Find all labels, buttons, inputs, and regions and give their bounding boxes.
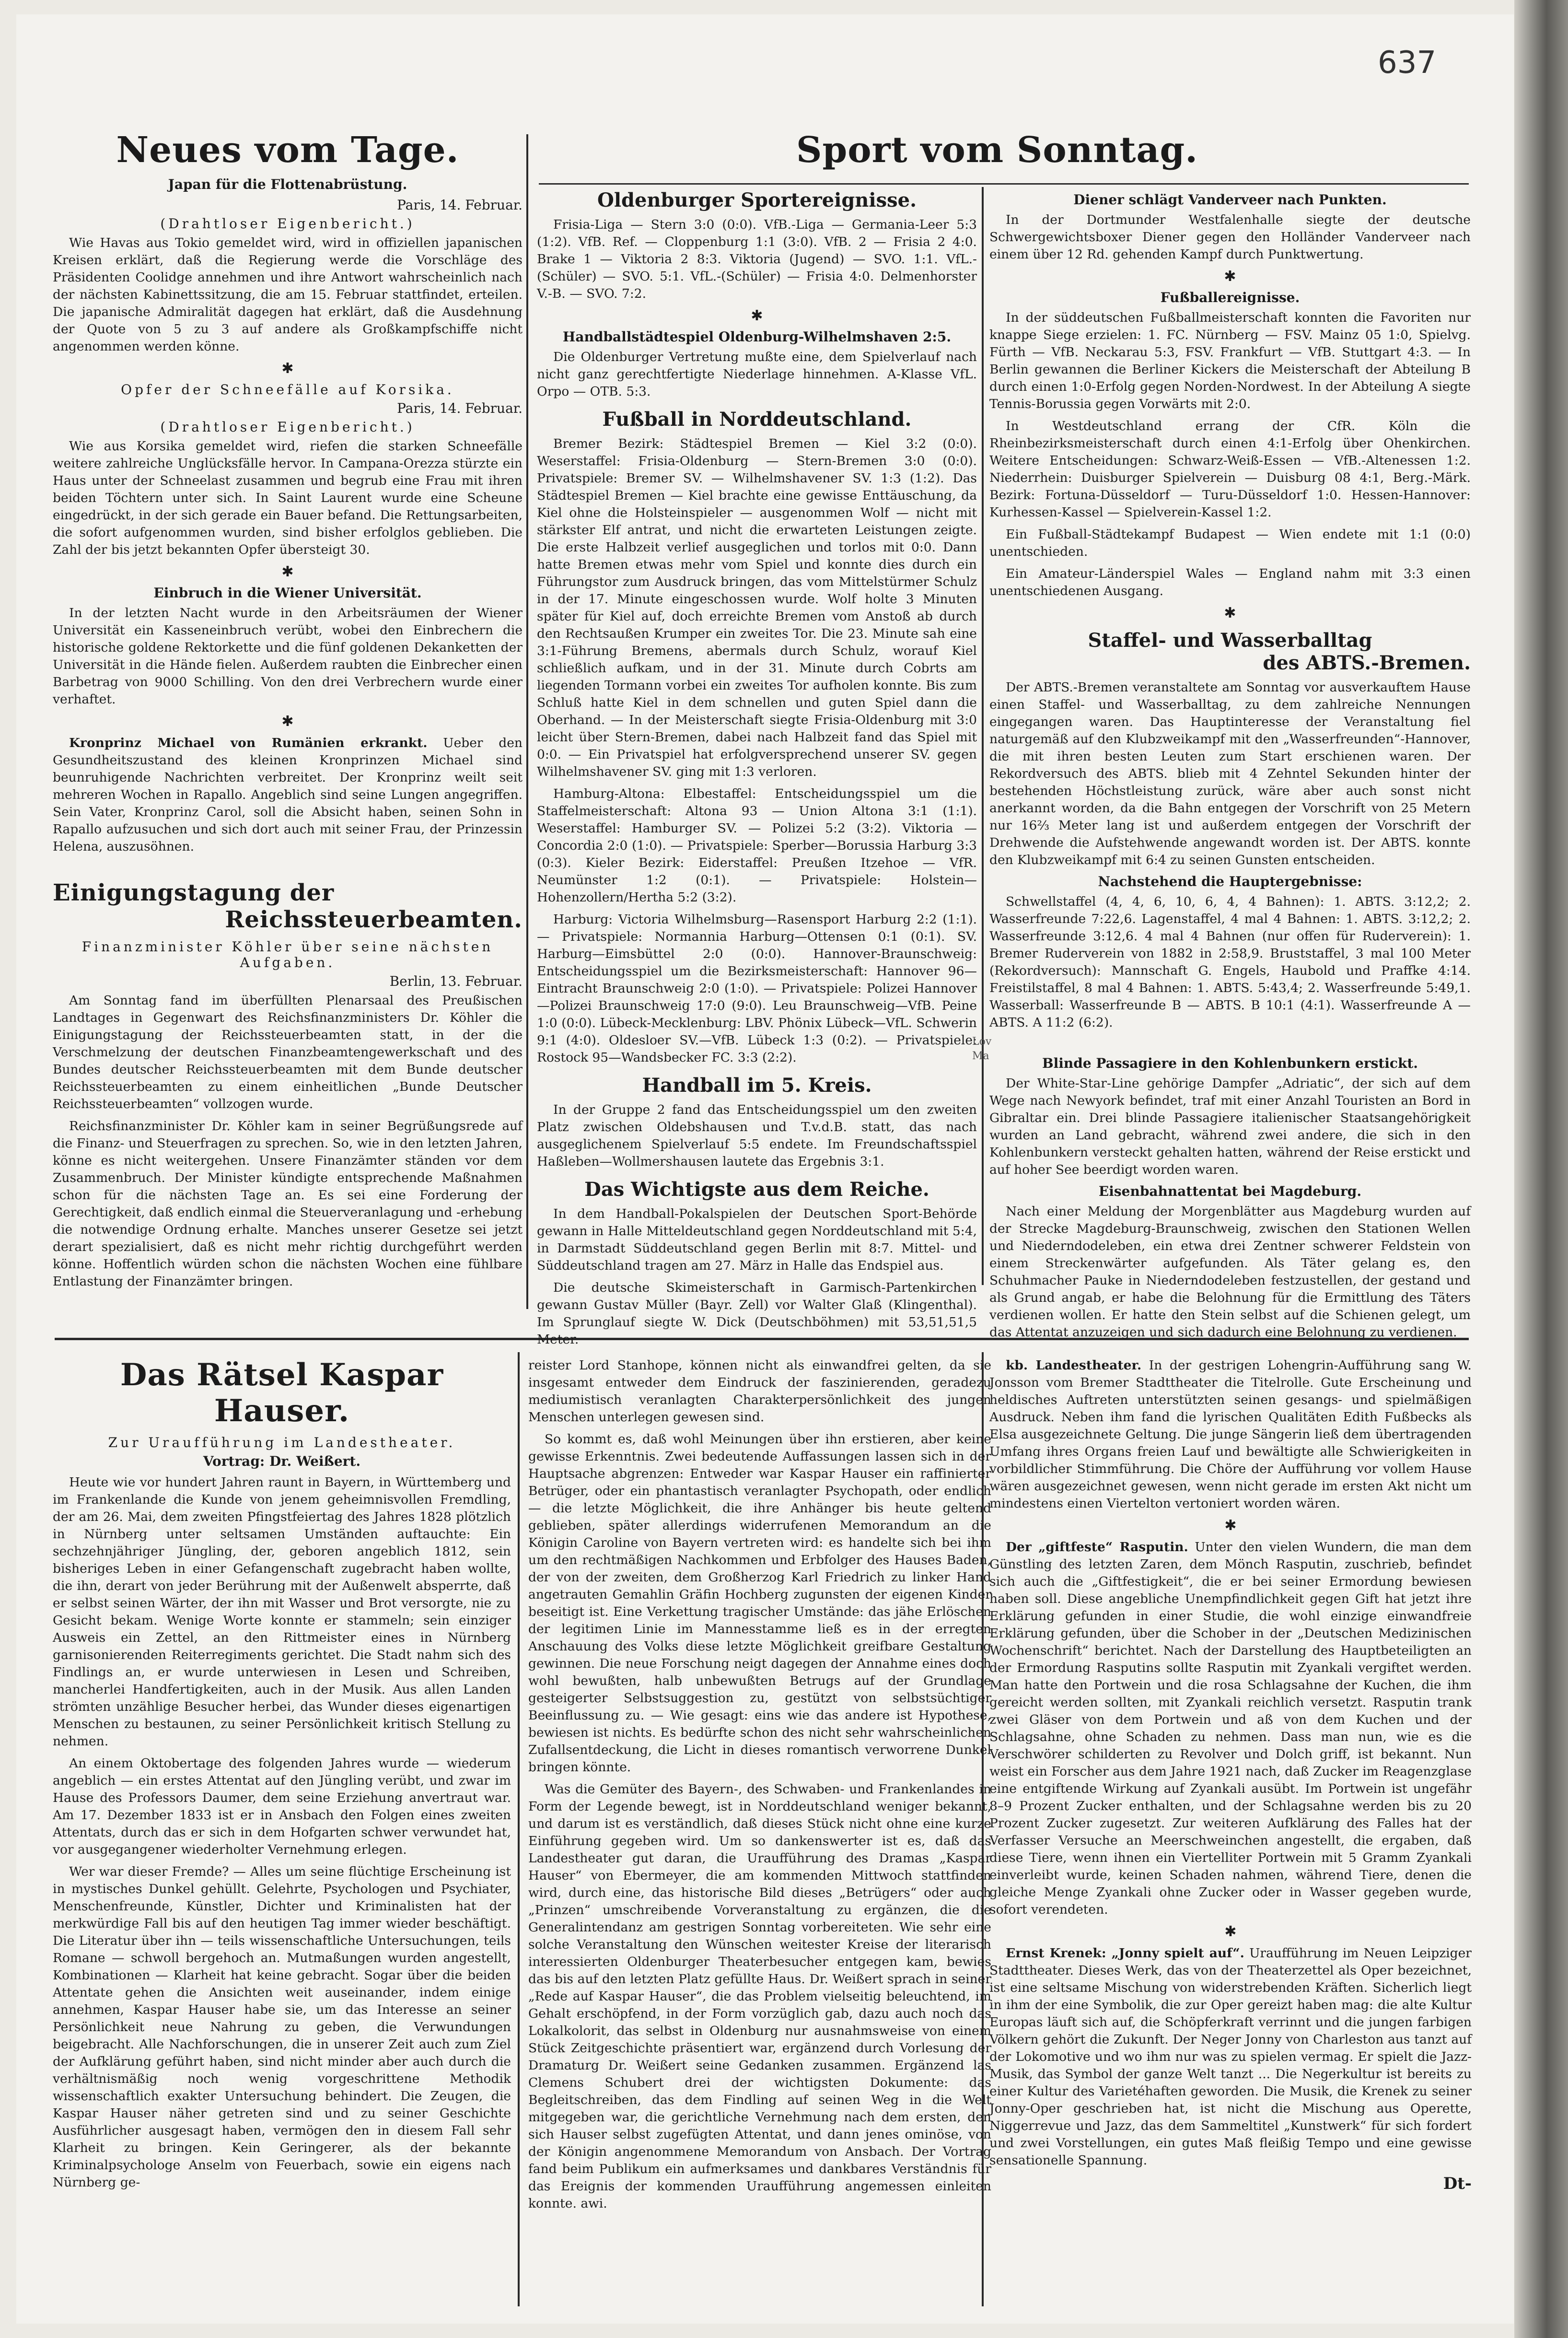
article-title: Das Rätsel Kaspar Hauser. bbox=[120, 1357, 444, 1429]
results-text: Schwellstaffel (4, 4, 6, 10, 6, 4, 4 Bahnen): 1. ABTS. 3:12,2; 2. Wasserfreunde 7:22,6. Lagenstaffel, 4 mal 4 Bahnen: 1. ABTS. 3:12,2; 2. Wasserfreunde 3:12,6. 4 mal 4 Bahnen (nur offen für Ruderverein): 1. Bremer Ruderverein von 1882 in 2:58,9. Bruststaffel, 3 mal 100 Meter (Rekordversuch): Mannschaft G. Engels, Haubold und Praffke 4:14. Freistilstaffel, 8 mal 4 Bahnen: 1. ABTS. 5:43,4; 2. Wasserfreunde 5:49,1. Wasserball: Wasserfreunde B — ABTS. B 10:1 (4:1). Wasserfreunde A — ABTS. A 11:2 (6:2). bbox=[989, 894, 1471, 1030]
column-sport-right bbox=[989, 187, 1471, 1340]
author-signature: Dt- bbox=[1443, 2174, 1472, 2193]
column-feuilleton-2 bbox=[528, 1357, 991, 2306]
book-binding-edge bbox=[1514, 0, 1568, 2338]
sport-text: Harburg: Victoria Wilhelmsburg—Rasensport Harburg 2:2 (1:1). — Privatspiele: Normannia Harburg—Ottensen 0:1 (0:1). SV. Harburg—Eimsbüttel 2:0 (0:0). Hannover-Braunschweig: Entscheidungsspiel um die Bezirksmeisterschaft: Hannover 96—Eintracht Braunschweig 2:0 (1:0). — Privatspiele: Polizei Hannover—Polizei Braunschweig 17:0 (9:0). Leu Braunschweig—VfB. Peine 1:0 (0:0). Lübeck-Mecklenburg: LBV. Phönix Lübeck—VfL. Schwerin 9:1 (4:0). Oldesloer SV.—VfB. Lübeck 1:3 (0:2). — Privatspiele: Rostock 95—Wandsbecker FC. 3:3 (2:2). bbox=[537, 912, 977, 1065]
article-title: Reichssteuerbeamten. bbox=[225, 906, 523, 933]
column-feuilleton-3 bbox=[989, 1357, 1472, 2306]
byline: Vortrag: Dr. Weißert. bbox=[203, 1453, 361, 1469]
sport-text: Ein Fußball-Städtekampf Budapest — Wien endete mit 1:1 (0:0) unentschieden. bbox=[989, 527, 1471, 559]
separator-asterisk: ✱ bbox=[1224, 1517, 1237, 1534]
column-rule bbox=[518, 1352, 520, 2306]
separator-asterisk: ✱ bbox=[1224, 1923, 1237, 1940]
separator-asterisk: ✱ bbox=[281, 563, 294, 580]
sport-text: In der Dortmunder Westfalenhalle siegte der deutsche Schwergewichtsboxer Diener gegen den Holländer Vanderveer nach einem über 12 Rd. gehenden Kampf durch Punktwertung. bbox=[989, 212, 1471, 262]
sport-heading: Handball im 5. Kreis. bbox=[642, 1074, 872, 1097]
article-text bbox=[989, 1945, 1472, 2169]
article-text: Reichsfinanzminister Dr. Köhler kam in seiner Begrüßungsrede auf die Finanz- und Steuerfragen zu sprechen. So, wie in den letzten Jahren, könne es nicht weitergehen. Unsere Finanzämter ständen vor dem Zusammenbruch. Der Minister kündigte entsprechende Maßnahmen schon für die nächsten Tage an. Es sei eine Forderung der Gerechtigkeit, daß endlich einmal die Steuerveranlagung und -erhebung die notwendige Ordnung erhalte. Manches unserer Gesetze sei jetzt derart spezialisiert, daß es nicht mehr richtig durchgeführt werden könne. Hoffentlich würden schon die nächsten Wochen eine fühlbare Entlastung der Finanzämter bringen. bbox=[53, 1119, 523, 1289]
sport-heading: Staffel- und Wasserballtag bbox=[1088, 629, 1372, 652]
article-lead: Zur Uraufführung im Landestheater. bbox=[108, 1435, 456, 1450]
sport-text: Der ABTS.-Bremen veranstaltete am Sonntag vor ausverkauftem Hause einen Staffel- und Wasserballtag, zu dem zahlreiche Nennungen eingegangen waren. Das Hauptinteresse der Veranstaltung fiel naturgemäß auf den Klubzweikampf mit den „Wasserfreunden“-Hannover, die mit ihren besten Leuten zum Start erschienen waren. Der Rekordversuch des ABTS. blieb mit 4 Zehntel Sekunden hinter der bestehenden Höchstleistung zurück, wäre aber auch sonst nicht anerkannt worden, da die Bahn entgegen der Vorschrift von 25 Metern nur 16⅔ Meter lang ist und außerdem entgegen der Vorschrift der Drehwende die Aufstehwende angewandt worden ist. Der ABTS. konnte den Klubzweikampf mit 6:4 zu seinen Gunsten entscheiden. bbox=[989, 680, 1471, 867]
separator-asterisk: ✱ bbox=[1224, 605, 1236, 621]
dateline: Paris, 14. Februar. bbox=[397, 197, 523, 213]
sport-text: Ein Amateur-Länderspiel Wales — England nahm mit 3:3 einen unentschiedenen Ausgang. bbox=[989, 566, 1471, 598]
sport-heading: Oldenburger Sportereignisse. bbox=[597, 189, 917, 211]
article-text: Was die Gemüter des Bayern-, des Schwaben- und Frankenlandes in Form der Legende bewegt, ist in Norddeutschland weniger bekannt, und darum ist es verständlich, daß dieses Stück nicht ohne eine kurze Einführung gegeben wird. Um so dankenswerter ist es, daß das Landestheater gut daran, die Uraufführung des Dramas „Kaspar Hauser“ von Ebermeyer, die am kommenden Mittwoch stattfinden wird, durch eine, das historische Bild dieses „Betrügers“ oder auch „Prinzen“ umschreibende Vorveranstaltung zu ergänzen, die die Generalintendanz am gestrigen Sonntag vorbereiteten. Wie sehr eine solche Veranstaltung den Wünschen weitester Kreise der literarisch interessierten Oldenburger Theaterbesucher entgegen kam, bewies das bis auf den letzten Platz gefüllte Haus. Dr. Weißert sprach in seiner „Rede auf Kaspar Hauser“, die das Problem vielseitig beleuchtend, im Gehalt erschöpfend, in der Form vorzüglich gab, dazu auch noch das Lokalkolorit, das selbst in Oldenburg nur ausnahmsweise von einem Stück Zeitgeschichte präsentiert war, ergänzend durch Vorlesung der Dramaturg Dr. Weißert seine Gedanken zusammen. Ergänzend las Clemens Schubert drei der wichtigsten Dokumente: das Begleitschreiben, das dem Findling auf seinen Weg in die Welt mitgegeben war, die gerichtliche Vernehmung nach dem ersten, den sich Hauser selbst zugefügten Attentat, und dann jenes ominöse, von der Königin angenommene Memorandum von Ansbach. Der Vortrag fand beim Publikum ein aufmerksames und dankbares Verständnis für das Ereignis der kommenden Uraufführung angemessen einleiten konnte. awi. bbox=[528, 1782, 991, 2211]
article-text: Nach einer Meldung der Morgenblätter aus Magdeburg wurden auf der Strecke Magdeburg-Braunschweig, zwischen den Stationen Wellen und Niederndodeleben, ein etwa drei Zentner schwerer Feldstein von einem Streckenwärter aufgefunden. Als Täter gelang es, den Schuhmacher Pauke in Niederndodeleben festzustellen, der gestand und als Grund angab, er habe die Belohnung für die Ermittlung des Täters verdienen wollen. Er hatte den Stein selbst auf die Schienen gelegt, um das Attentat anzuzeigen und sich dadurch eine Belohnung zu verdienen. bbox=[989, 1204, 1471, 1340]
sport-heading: des ABTS.-Bremen. bbox=[1263, 652, 1471, 674]
margin-note: Ma bbox=[972, 1050, 989, 1062]
sport-text: Hamburg-Altona: Elbestaffel: Entscheidungsspiel um die Staffelmeisterschaft: Altona 93 — Union Altona 3:1 (1:1). Weserstaffel: Hamburger SV. — Polizei 5:2 (3:2). Viktoria — Concordia 2:0 (1:0). — Privatspiele: Sperber—Borussia Harburg 3:3 (0:3). Kieler Bezirk: Eiderstaffel: Preußen Itzehoe — VfR. Neumünster 1:2 (0:1). — Privatspiele: Holstein—Hohenzollern/Hertha 5:2 (3:2). bbox=[537, 786, 977, 905]
article-text bbox=[53, 735, 523, 855]
source-note: (Drahtloser Eigenbericht.) bbox=[160, 419, 415, 435]
separator-asterisk: ✱ bbox=[751, 307, 763, 324]
section-title: Neues vom Tage. bbox=[116, 129, 459, 171]
separator-asterisk: ✱ bbox=[1224, 268, 1236, 285]
sport-text: Bremer Bezirk: Städtespiel Bremen — Kiel 3:2 (0:0). Weserstaffel: Frisia-Oldenburg — Stern-Bremen 3:0 (0:0). Privatspiele: Bremer SV. — Wilhelmshavener SV. 1:3 (1:2). Das Städtespiel Bremen — Kiel brachte eine gewisse Enttäuschung, da Kiel ohne die Holsteinspieler — ausgenommen Wolf — nicht mit stärkster Elf antrat, und nicht die erwarteten Leistungen zeigte. Die erste Halbzeit verlief ausgeglichen und torlos mit 0:0. Dann hatte Bremen etwas mehr vom Spiel und konnte dies durch ein Führungstor zum Ausdruck bringen, das vom Mittelstürmer Schulz in der 17. Minute eingeschossen wurde. Wolf holte 3 Minuten später für Kiel auf, doch erreichte Bremen vom Anstoß ab durch den Rechtsaußen Krumper ein zweites Tor. Die 23. Minute sah eine 3:1-Führung Bremens, abermals durch Schulz, worauf Kiel schließlich aufkam, und in der 31. Minute durch Cobrts am liegenden Tormann vorbei ein zweites Tor aufholen konnte. Bis zum Schluß hatte Kiel in dem schnellen und guten Spiel dann die Oberhand. — In der Meisterschaft siegte Frisia-Oldenburg mit 3:0 leicht über Stern-Bremen, dabei nach Halbzeit fand das Spiel mit 0:0. — Ein Privatspiel hat erfolgversprechend unserer SV. gegen Wilhelmshavener SV. ging mit 1:3 verloren. bbox=[537, 436, 977, 779]
page-number: 637 bbox=[1378, 45, 1437, 81]
article-text bbox=[989, 1357, 1472, 1512]
column-news bbox=[53, 129, 523, 1319]
article-kicker: kb. Landestheater. bbox=[1006, 1358, 1142, 1373]
sport-subhead: Handballstädtespiel Oldenburg-Wilhelmshaven 2:5. bbox=[562, 329, 952, 345]
article-text: Der White-Star-Line gehörige Dampfer „Adriatic“, der sich auf dem Wege nach Newyork befindet, traf mit einer Anzahl Touristen an Bord in Gibraltar ein. Drei blinde Passagiere italienischer Staatsangehörigkeit wurden an Land gebracht, während zwei andere, die sich in den Kohlenbunkern versteckt gehalten hatten, während der Reise erstickt und auf hoher See beerdigt worden waren. bbox=[989, 1076, 1471, 1177]
article-text bbox=[989, 1539, 1472, 1918]
article-kicker: Der „giftfeste“ Rasputin. bbox=[1006, 1540, 1188, 1555]
dateline: Berlin, 13. Februar. bbox=[389, 973, 523, 989]
sport-subhead: Fußballereignisse. bbox=[1160, 290, 1300, 305]
results-heading: Nachstehend die Hauptergebnisse: bbox=[1098, 874, 1362, 889]
article-kicker: Ernst Krenek: „Jonny spielt auf“. bbox=[1006, 1946, 1244, 1961]
column-feuilleton-1 bbox=[53, 1357, 511, 2306]
sport-text: In der süddeutschen Fußballmeisterschaft konnten die Favoriten nur knappe Siege erzielen: 1. FC. Nürnberg — FSV. Mainz 05 1:0, Spielvg. Fürth — VfB. Neckarau 5:3, FSV. Frankfurt — VfB. Stuttgart 4:3. — In Berlin gewannen die Berliner Kickers die Meisterschaft der Abteilung B durch einen 1:0-Erfolg gegen Norden-Nordwest. In der Abteilung A siegte Tennis-Borussia gegen Vorwärts mit 2:0. bbox=[989, 310, 1471, 411]
section-title: Sport vom Sonntag. bbox=[796, 129, 1198, 171]
article-title: Einigungstagung der bbox=[53, 879, 335, 906]
article-text: Wie Havas aus Tokio gemeldet wird, wird in offiziellen japanischen Kreisen erklärt, daß die Regierung werde die Vorschläge des Präsidenten Coolidge annehmen und ihre Antwort wahrscheinlich nach der nächsten Kabinettssitzung, die am 15. Februar stattfindet, erteilen. Die japanische Admiralität dagegen hat erklärt, daß die Ausdehnung der Quote von 5 zu 3 auf andere als Großkampfschiffe nicht angenommen werden könne. bbox=[53, 235, 523, 354]
article-subhead: Blinde Passagiere in den Kohlenbunkern erstickt. bbox=[1042, 1055, 1418, 1071]
sport-text: In Westdeutschland errang der CfR. Köln die Rheinbezirksmeisterschaft durch einen 4:1-Erfolg über Ohenkirchen. Weitere Entscheidungen: Schwarz-Weiß-Essen — VfB.-Altenessen 1:2. Niederrhein: Duisburger Spielverein — Duisburg 08 4:1, Berg.-Märk. Bezirk: Fortuna-Düsseldorf — Turu-Düsseldorf 1:0. Hessen-Hannover: Kurhessen-Kassel — Spielverein-Kassel 1:2. bbox=[989, 419, 1471, 520]
article-body: Ueber den Gesundheitszustand des kleinen Kronprinzen Michael sind beunruhigende Nachrichten verbreitet. Der Kronprinz weilt seit mehreren Wochen in Rapallo. Angeblich sind seine Lungen angegriffen. Sein Vater, Kronprinz Carol, soll die Absicht haben, seinen Sohn in Rapallo aufzusuchen und sich dort auch mit seiner Frau, der Prinzessin Helena, auszusöhnen. bbox=[53, 736, 523, 854]
sport-text: In dem Handball-Pokalspielen der Deutschen Sport-Behörde gewann in Halle Mitteldeutschland gegen Norddeutschland mit 5:4, in Darmstadt Süddeutschland gegen Berlin mit 8:7. Mittel- und Süddeutschland tragen am 27. März in Halle das Endspiel aus. bbox=[537, 1206, 977, 1273]
column-rule bbox=[526, 134, 528, 1309]
article-subhead: Einbruch in die Wiener Universität. bbox=[153, 585, 422, 601]
article-subhead: Kronprinz Michael von Rumänien erkrankt. bbox=[69, 736, 428, 750]
separator-asterisk: ✱ bbox=[281, 360, 294, 377]
article-text: An einem Oktobertage des folgenden Jahres wurde — wiederum angeblich — ein erstes Attentat auf den Jüngling verübt, und zwar im Hause des Professors Daumer, dem seine Erziehung anvertraut war. Am 17. Dezember 1833 ist er in Ansbach den Folgen eines zweiten Attentats, durch das er sich in dem Hofgarten schwer verwundet hat, vor ausgegangener wiederholter Vernehmung erlegen. bbox=[53, 1756, 511, 1857]
column-rule bbox=[982, 187, 984, 1285]
article-text: Wie aus Korsika gemeldet wird, riefen die starken Schneefälle weitere zahlreiche Unglücksfälle hervor. In Campana-Orezza stürzte ein Haus unter der Schneelast zusammen und begrub eine Frau mit ihren beiden Töchtern unter sich. In Saint Laurent wurde eine Scheune eingedrückt, in der sich gerade ein Bauer befand. Die Rettungsarbeiten, die sofort aufgenommen wurden, sind bisher erfolglos geblieben. Die Zahl der bis jetzt bekannten Opfer übersteigt 30. bbox=[53, 439, 523, 557]
source-note: (Drahtloser Eigenbericht.) bbox=[160, 216, 415, 232]
article-text: Wer war dieser Fremde? — Alles um seine flüchtige Erscheinung ist in mystisches Dunkel gehüllt. Gelehrte, Psychologen und Psychiater, Menschenfreunde, Künstler, Dichter und Kriminalisten hat der merkwürdige Fall bis auf den heutigen Tag immer wieder beschäftigt. Die Literatur über ihn — teils wissenschaftliche Untersuchungen, teils Romane — schwoll bergehoch an. Mutmaßungen wurden angestellt, Kombinationen — Klarheit hat keine gebracht. Sogar über die beiden Attentate gehen die Ansichten weit auseinander, indem einige annehmen, Kaspar Hauser habe sie, um das Interesse an seiner Persönlichkeit neue Nahrung zu geben, die Verwundungen beigebracht. Alle Nachforschungen, die in unserer Zeit auch zum Ziel der Aufklärung geführt haben, sind nicht minder aber auch durch die verhältnismäßig noch wenig vorgeschrittene Methodik wissenschaftlich exakter Untersuchung behindert. Die Zeugen, die Kaspar Hauser näher getreten sind und zu seiner Geschichte Ausführlicher ausgesagt haben, vermögen den in diesem Fall sehr Klarheit zu bringen. Kein Geringerer, als der bekannte Kriminalpsychologe Anselm von Feuerbach, sowie ein eigens nach Nürnberg ge- bbox=[53, 1864, 511, 2190]
article-body: Uraufführung im Neuen Leipziger Stadttheater. Dieses Werk, das von der Theaterzettel als Oper bezeichnet, ist eine seltsame Mischung von widerstrebenden Kräften. Sicherlich liegt in ihm der eine Symbolik, die zur Oper gereizt haben mag: die alte Kultur Europas läuft sich auf, die Schöpferkraft verrinnt und die jungen farbigen Völkern gehört die Zukunft. Der Neger Jonny von Charleston aus tanzt auf der Lokomotive und wo ihm nur was zu spielen vermag. Er spielt die Jazz-Musik, das Symbol der ganze Welt tanzt ... Die Negerkultur ist bereits zu einer Kultur des Varietéhaften geworden. Die Musik, die Krenek zu seiner Jonny-Oper geschrieben hat, ist nicht die Mischung aus Operette, Niggerrevue und Jazz, das dem Sammeltitel „Kunstwerk“ für sich fordert und zwei Vorstellungen, ein gutes Maß fleißig Tempo und eine gewisse sensationelle Spannung. bbox=[989, 1946, 1472, 2168]
article-subhead: Japan für die Flottenabrüstung. bbox=[168, 176, 407, 192]
newspaper-page bbox=[16, 14, 1514, 2324]
article-text: Am Sonntag fand im überfüllten Plenarsaal des Preußischen Landtages in Gegenwart des Reichsfinanzministers Dr. Köhler die Einigungstagung der Reichssteuerbeamten statt, in der die Verschmelzung der deutschen Finanzbeamtengewerkschaft und des Bundes deutscher Reichssteuerbeamten mit dem Bunde deutscher Reichssteuerbeamten zu einem einheitlichen „Bunde Deutscher Reichssteuerbeamten“ vollzogen wurde. bbox=[53, 993, 523, 1111]
article-text: Heute wie vor hundert Jahren raunt in Bayern, in Württemberg und im Frankenlande die Kunde von jenem geheimnisvollen Fremdling, der am 26. Mai, dem zweiten Pfingstfeiertag des Jahres 1828 plötzlich in Nürnberg unter seltsamen Umständen auftauchte: Ein sechzehnjähriger Jüngling, der, geboren angeblich 1812, sein bisheriges Leben in einer Gefangenschaft zugebracht haben wollte, die ihn, derart von jeder Berührung mit der Außenwelt absperrte, daß er selbst seinen Wärter, der ihn mit Wasser und Brot versorgte, nie zu Gesicht bekam. Wenige Worte konnte er stammeln; sein einziger Ausweis ein Zettel, an den Rittmeister eines in Nürnberg garnisonierenden Reiterregiments gerichtet. Die Stadt nahm sich des Findlings an, er wurde unterwiesen in Lesen und Schreiben, mancherlei Handfertigkeiten, auch in der Musik. Aus allen Landen strömten unzählige Besucher herbei, das Wunder dieses eigenartigen Menschen zu bestaunen, zu seiner Persönlichkeit kritisch Stellung zu nehmen. bbox=[53, 1475, 511, 1749]
separator-asterisk: ✱ bbox=[281, 713, 294, 730]
sport-text: In der Gruppe 2 fand das Entscheidungsspiel um den zweiten Platz zwischen Oldebshausen und T.v.d.B. statt, das nach ausgeglichenem Spielverlauf 5:5 endete. Im Freundschaftsspiel Haßleben—Wollmershausen lautete das Ergebnis 3:1. bbox=[537, 1102, 977, 1169]
sport-text: Die Oldenburger Vertretung mußte eine, dem Spielverlauf nach nicht ganz gerechtfertigte Niederlage hinnehmen. A-Klasse VfL. Orpo — OTB. 5:3. bbox=[537, 350, 977, 399]
sport-heading: Fußball in Norddeutschland. bbox=[602, 408, 912, 431]
sport-text: Frisia-Liga — Stern 3:0 (0:0). VfB.-Liga — Germania-Leer 5:3 (1:2). VfB. Ref. — Cloppenburg 1:1 (3:0). VfB. 2 — Frisia 2 4:0. Brake 1 — Viktoria 2 8:3. Viktoria (Jugend) — SVO. 1:1. VfL.-(Schüler) — SVO. 5:1. VfL.-(Schüler) — Frisia 4:0. Delmenhorster V.-B. — SVO. 7:2. bbox=[537, 217, 977, 301]
sport-subhead: Diener schlägt Vanderveer nach Punkten. bbox=[1073, 192, 1387, 208]
article-subhead: Eisenbahnattentat bei Magdeburg. bbox=[1098, 1183, 1362, 1199]
article-text: So kommt es, daß wohl Meinungen über ihn erstieren, aber keine gewisse Erkenntnis. Zwei bedeutende Auffassungen lassen sich in der Hauptsache abgrenzen: Entweder war Kaspar Hauser ein raffinierter Betrüger, oder ein phantastisch veranlagter Psychopath, oder endlich — die letzte Möglichkeit, die ihre Anhänger bis heute geltend geblieben, später allerdings widerrufenen Memorandum an die Königin Caroline von Bayern vertreten wird: es handelte sich bei ihm um den rechtmäßigen Nachkommen und Erbfolger des Hauses Baden, der von der zweiten, dem Großherzog Karl Friedrich zu linker Hand angetrauten Gemahlin Gräfin Hochberg zugunsten der eigenen Kinder beseitigt ist. Eine Verkettung tragischer Umstände: das jähe Erlöschen der legitimen Linie im Mannesstamme ließ es in der erregten Anschauung des Volks diese letzte Möglichkeit greifbare Gestaltung gewinnen. Die neue Forschung neigt dagegen der Annahme eines doch wohl bewußten, halb unbewußten Betrugs auf der Grundlage gesteigerter Selbstsuggestion zu, gestützt von selbstsüchtiger Beeinflussung zu. — Wie gesagt: eins wie das andere ist Hypothese, bewiesen ist nichts. Es bedürfte schon des nicht sehr wahrscheinlichen Zufallsentdeckung, die Licht in dieses romantisch verworrene Dunkel bringen könnte. bbox=[528, 1432, 991, 1775]
dateline: Paris, 14. Februar. bbox=[397, 400, 523, 416]
sport-text: Die deutsche Skimeisterschaft in Garmisch-Partenkirchen gewann Gustav Müller (Bayr. Zell) vor Walter Glaß (Klingenthal). Im Sprunglauf siegte W. Dick (Deutschböhmen) mit 53,51,51,5 Meter. bbox=[537, 1280, 977, 1347]
sport-heading: Das Wichtigste aus dem Reiche. bbox=[584, 1178, 929, 1201]
article-text: reister Lord Stanhope, können nicht als einwandfrei gelten, da sie insgesamt entweder dem Eindruck der faszinierenden, geradezu mediumistisch veranlagten Charakterpersönlichkeit des jungen Menschen unterlegen gewesen sind. bbox=[528, 1358, 991, 1425]
article-subhead: Opfer der Schneefälle auf Korsika. bbox=[121, 382, 454, 397]
article-body: In der gestrigen Lohengrin-Aufführung sang W. Jonsson vom Bremer Stadttheater die Titelrolle. Gute Erscheinung und heldisches Auftreten unterstützten seinen gesangs- und spielmäßigen Ausdruck. Neben ihm fand die lyrischen Qualitäten Edith Fußbecks als Elsa ausgezeichnete Geltung. Die junge Sängerin ließ dem übertragenden Umfang ihres Organs freien Lauf und bewältigte alle Schwierigkeiten in vorbildlicher Stimmführung. Die Chöre der Aufführung vor vollem Hause wären ausgezeichnet gewesen, wenn nicht gerade im ersten Akt nicht um mindestens einen Viertelton vertoniert worden wären. bbox=[989, 1358, 1472, 1511]
article-lead: Finanzminister Köhler über seine nächsten Aufgaben. bbox=[81, 939, 494, 970]
article-body: Unter den vielen Wundern, die man dem Günstling des letzten Zaren, dem Mönch Rasputin, zuschrieb, befindet sich auch die „Giftfestigkeit“, die er bei seiner Ermordung bewiesen haben soll. Diese angebliche Unempfindlichkeit gegen Gift hat jetzt ihre Erklärung gefunden in einer Studie, die wohl einzige einwandfreie Erklärung gefunden, über die Schober in der „Deutschen Medizinischen Wochenschrift“ berichtet. Nach der Darstellung des Hauptbeteiligten an der Ermordung Rasputins sollte Rasputin mit Zyankali vergiftet werden. Man hatte den Portwein und die rosa Schlagsahne der Kuchen, die ihm gereicht werden sollten, mit Zyankali reichlich versetzt. Rasputin trank zwei Gläser von dem Portwein und aß von dem Kuchen und der Schlagsahne, ohne Schaden zu nehmen. Dass man nun, wie es die Verschwörer schilderten zu Revolver und Dolch griff, ist bekannt. Nun weist ein Forscher aus dem Jahre 1921 nach, daß Zucker im Reagenzglase eine entgiftende Wirkung auf Zyankali ausübt. Im Portwein ist ungefähr 8–9 Prozent Zucker enthalten, und der Schlagsahne werden bis zu 20 Prozent Zucker zugesetzt. Zur weiteren Aufklärung des Falles hat der Verfasser Versuche an Meerschweinchen angestellt, die ergaben, daß diese Tiere, wenn ihnen ein Viertelliter Portwein mit 5 Gramm Zyankali einverleibt wurde, keinen Schaden nahmen, während Tiere, denen die gleiche Menge Zyankali ohne Zucker oder in Wasser gegeben wurde, sofort verendeten. bbox=[989, 1540, 1472, 1917]
article-text: In der letzten Nacht wurde in den Arbeitsräumen der Wiener Universität ein Kasseneinbruch verübt, wobei den Einbrechern die historische goldene Rektorkette und die fünf goldenen Dekanketten der Universität in die Hände fielen. Außerdem raubten die Einbrecher einen Barbetrag von 9000 Schilling. Von den drei Verbrechern wurde einer verhaftet. bbox=[53, 606, 523, 707]
margin-note: Lov bbox=[972, 1036, 992, 1048]
